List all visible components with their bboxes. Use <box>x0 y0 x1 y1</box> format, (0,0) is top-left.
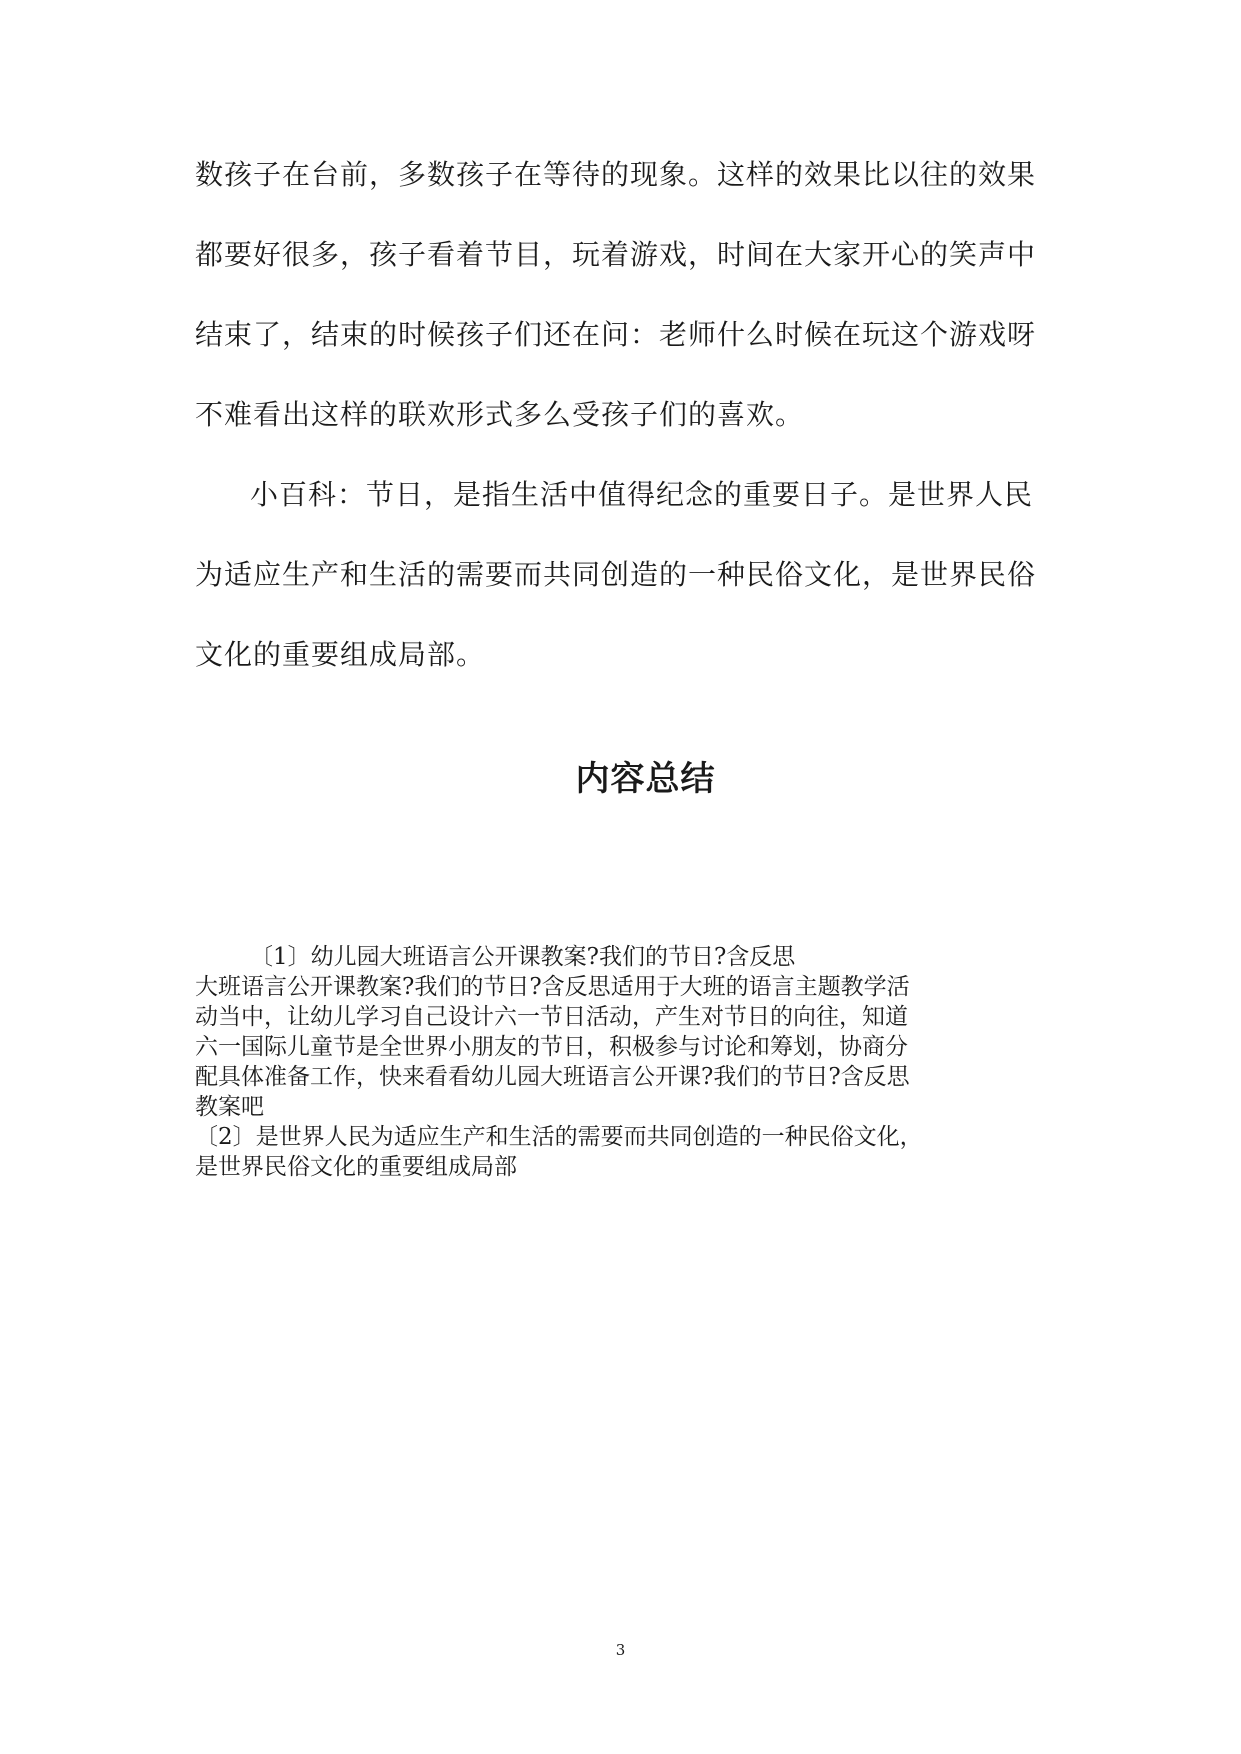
summary-line: 教案吧 <box>195 1094 264 1120</box>
paragraph-line: 小百科：节日，是指生活中值得纪念的重要日子。是世界人民 <box>250 478 1034 511</box>
paragraph-line: 文化的重要组成局部。 <box>195 638 486 671</box>
paragraph-line: 为适应生产和生活的需要而共同创造的一种民俗文化，是世界民俗 <box>195 558 1037 591</box>
summary-line: 配具体准备工作，快来看看幼儿园大班语言公开课?我们的节日?含反思 <box>195 1064 910 1090</box>
summary-line: 〔1〕幼儿园大班语言公开课教案?我们的节日?含反思 <box>250 944 796 970</box>
paragraph-line: 不难看出这样的联欢形式多么受孩子们的喜欢。 <box>195 398 805 431</box>
paragraph-line: 结束了，结束的时候孩子们还在问：老师什么时候在玩这个游戏呀 <box>195 318 1037 351</box>
summary-line: 〔2〕是世界人民为适应生产和生活的需要而共同创造的一种民俗文化， <box>195 1124 923 1150</box>
summary-line: 六一国际儿童节是全世界小朋友的节日，积极参与讨论和筹划，协商分 <box>195 1034 908 1060</box>
summary-line: 动当中，让幼儿学习自己设计六一节日活动，产生对节日的向往，知道 <box>195 1004 908 1030</box>
summary-line: 大班语言公开课教案?我们的节日?含反思适用于大班的语言主题教学活 <box>195 974 910 1000</box>
section-heading: 内容总结 <box>575 759 716 799</box>
summary-line: 是世界民俗文化的重要组成局部 <box>195 1154 517 1180</box>
paragraph-line: 都要好很多，孩子看着节目，玩着游戏，时间在大家开心的笑声中 <box>195 238 1037 271</box>
page-number: 3 <box>615 1641 626 1659</box>
paragraph-line: 数孩子在台前，多数孩子在等待的现象。这样的效果比以往的效果 <box>195 158 1037 191</box>
